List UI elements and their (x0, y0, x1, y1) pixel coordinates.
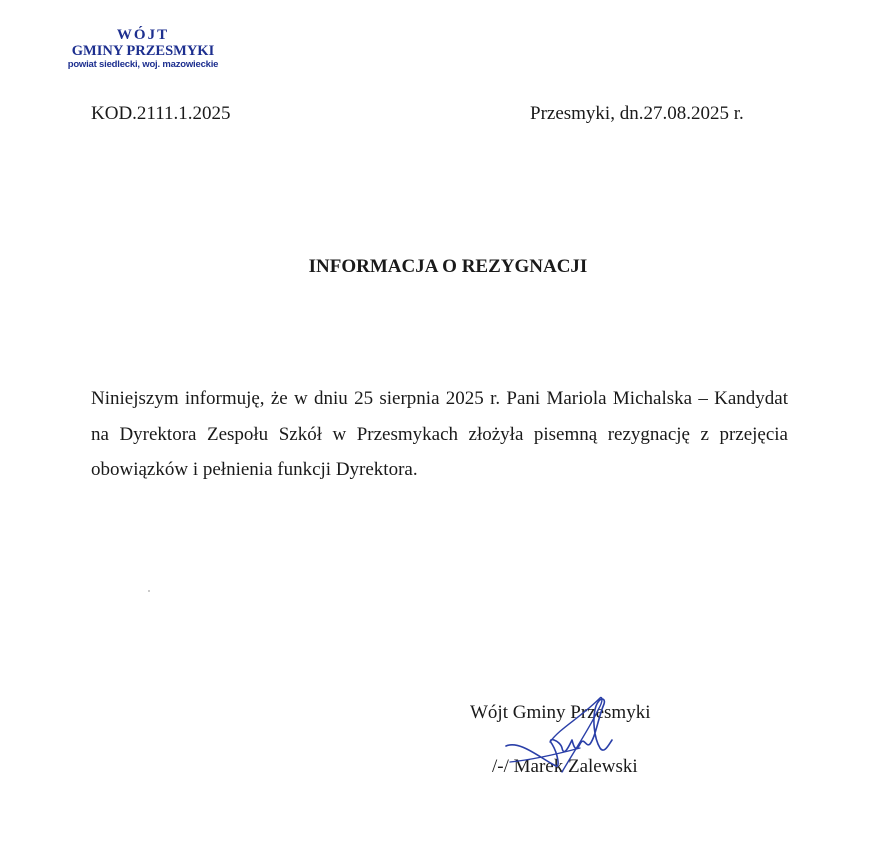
signatory-name: /-/ Marek Zalewski (492, 756, 638, 777)
handwritten-signature (500, 688, 640, 788)
stamp-line-2: GMINY PRZESMYKI (71, 43, 215, 59)
stamp-line-3: powiat siedlecki, woj. mazowieckie (67, 59, 219, 70)
reference-number: KOD.2111.1.2025 (91, 103, 231, 124)
body-paragraph: Niniejszym informuję, że w dniu 25 sierpnia 2025 r. Pani Mariola Michalska – Kandydat na Dyrektora Zespołu Szkół w Przesmykach złożyła pisemną rezygnację z przejęcia obowiązków i pełnienia funkcji Dyrektora. (91, 388, 788, 480)
document-title: INFORMACJA O REZYGNACJI (308, 256, 588, 277)
place-and-date: Przesmyki, dn.27.08.2025 r. (530, 103, 744, 124)
stamp-line-1: WÓJT (116, 27, 170, 43)
scan-speck (148, 590, 150, 592)
office-stamp (62, 27, 224, 71)
signatory-title: Wójt Gminy Przesmyki (470, 702, 651, 723)
